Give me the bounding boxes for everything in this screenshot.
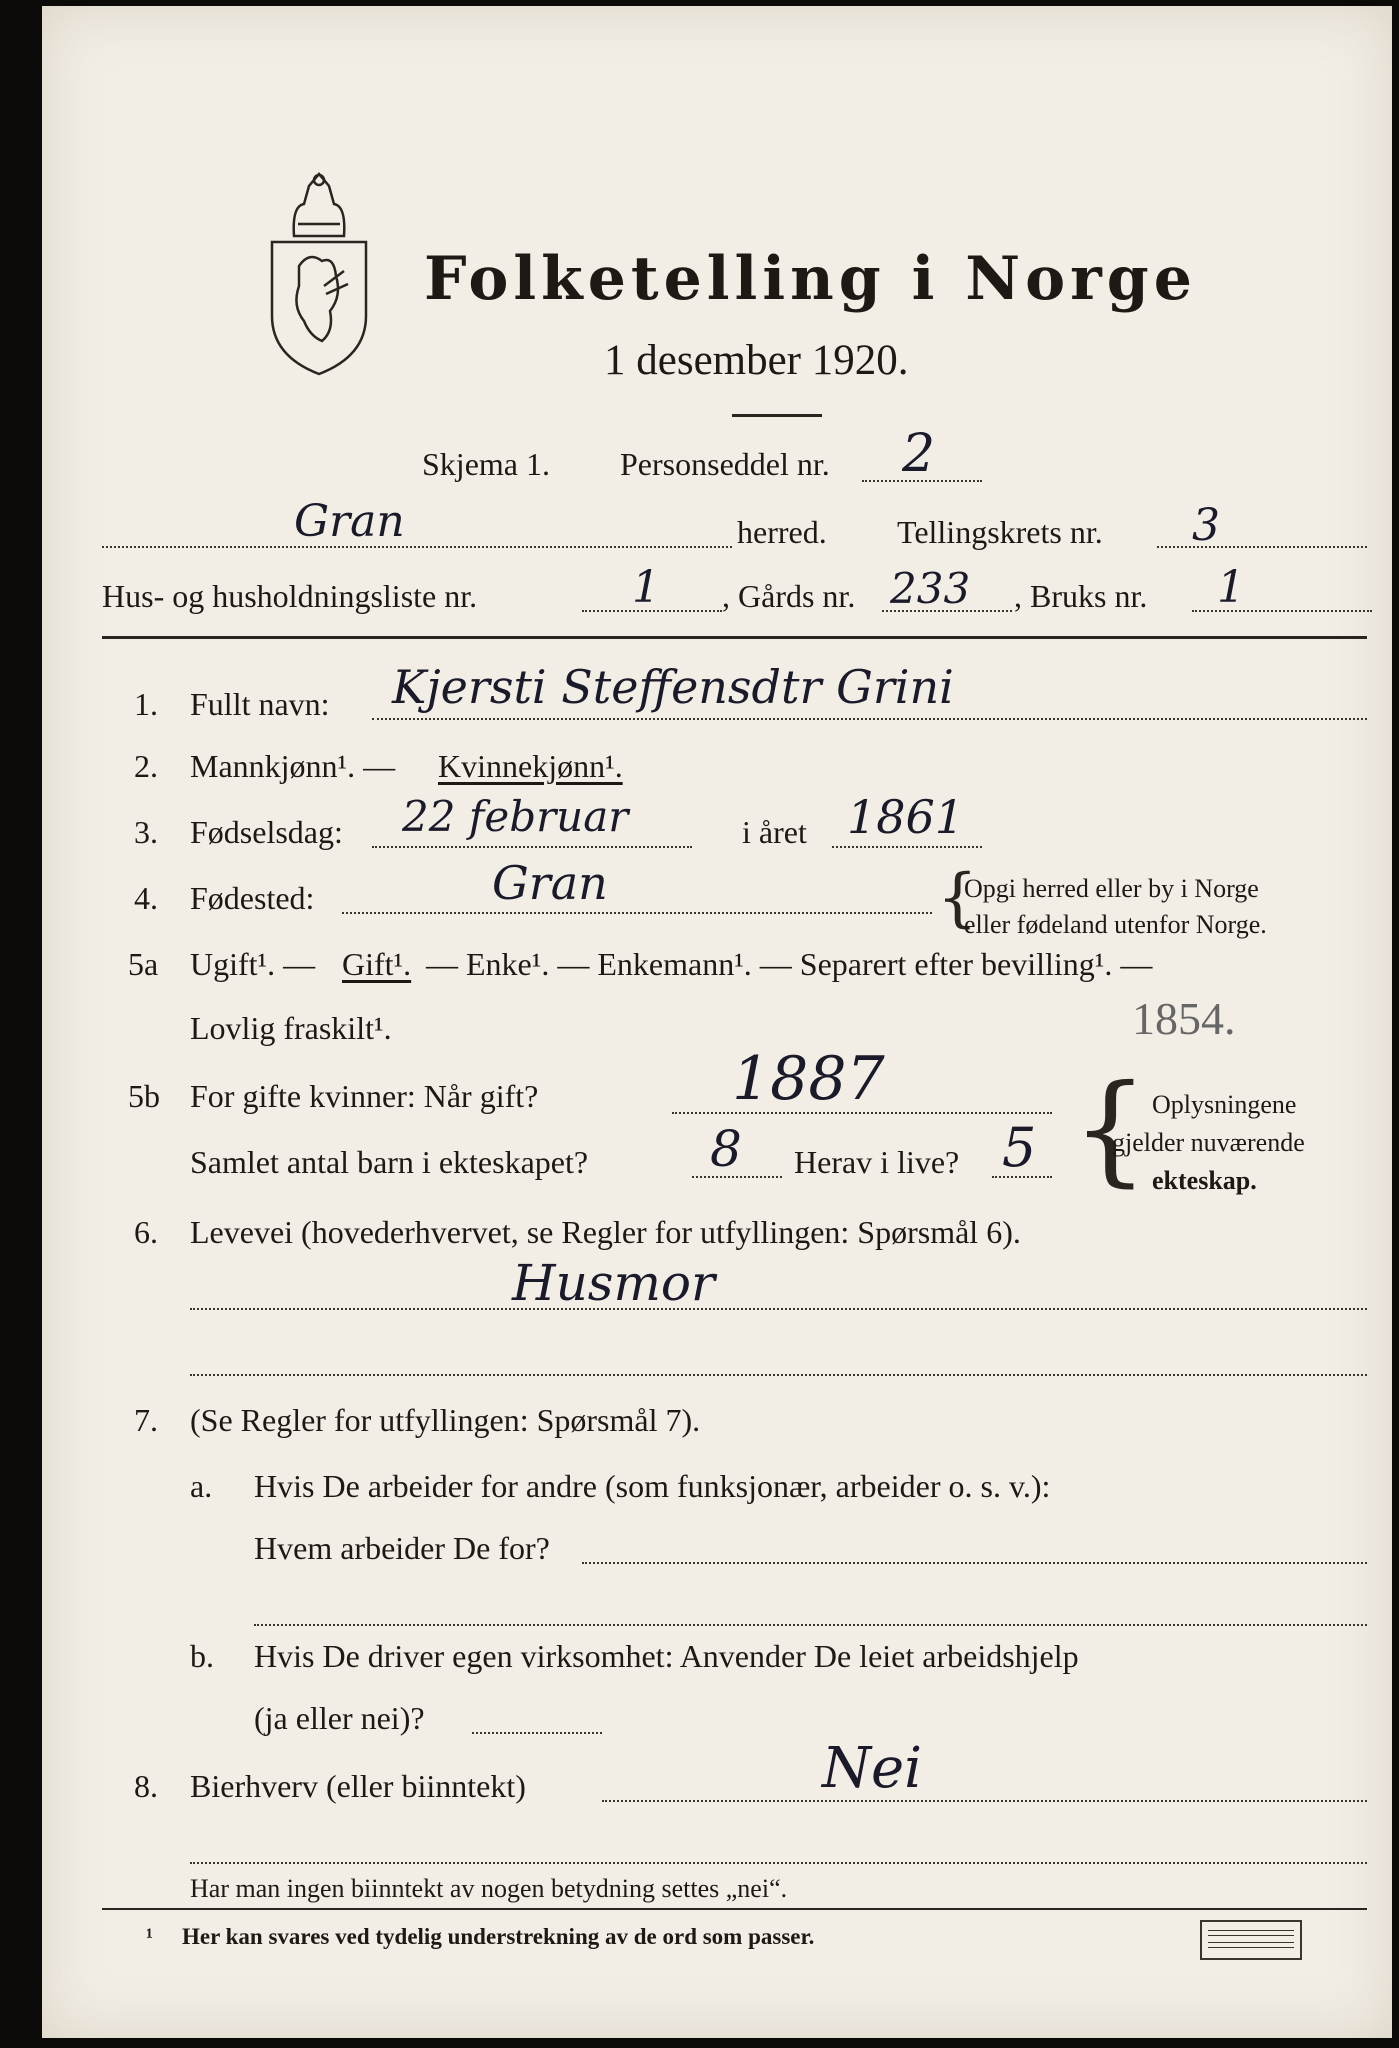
q4-label: Fødested: — [190, 880, 315, 916]
q5b-note-line2: gjelder nuværende — [1112, 1128, 1305, 1157]
q3-number: 3. — [134, 814, 158, 850]
herred-label: herred. — [737, 514, 827, 550]
footnote-marker: ¹ — [146, 1924, 153, 1949]
occupation-line-1 — [190, 1308, 1367, 1310]
q6-label: Levevei (hovederhvervet, se Regler for utfyllingen: Spørsmål 6). — [190, 1214, 1021, 1250]
birthday-line — [372, 846, 692, 848]
side-income-line-2 — [190, 1862, 1367, 1864]
q7-label: (Se Regler for utfyllingen: Spørsmål 7). — [190, 1402, 701, 1438]
birthplace-line — [342, 912, 932, 914]
q4-note-brace: { — [937, 861, 978, 935]
employer-line-2[interactable] — [254, 1624, 1367, 1626]
side-income-value[interactable]: Nei — [822, 1736, 923, 1801]
employer-line-1[interactable] — [582, 1562, 1367, 1564]
krets-line — [1157, 546, 1367, 548]
gard-label: , Gårds nr. — [722, 578, 856, 614]
children-alive-label: Herav i live? — [794, 1144, 960, 1180]
krets-label: Tellingskrets nr. — [897, 514, 1103, 550]
footnote-text: Her kan svares ved tydelig understrekning av de ord som passer. — [182, 1924, 815, 1949]
occupation-line-2 — [190, 1374, 1367, 1376]
person-number-label: Personseddel nr. — [620, 446, 830, 482]
bruk-label: , Bruks nr. — [1014, 578, 1148, 614]
q8-label: Bierhverv (eller biinntekt) — [190, 1768, 526, 1804]
marital-unmarried-option[interactable]: Ugift¹. — — [190, 946, 316, 982]
q5b-note-line1: Oplysningene — [1152, 1090, 1297, 1119]
margin-note-pencil: 1854. — [1132, 993, 1236, 1044]
schema-label: Skjema 1. — [422, 446, 550, 482]
form-title: Folketelling i Norge — [424, 244, 1197, 314]
q5b-label: For gifte kvinner: Når gift? — [190, 1078, 539, 1114]
marital-other-options[interactable]: — Enke¹. — Enkemann¹. — Separert efter bevilling¹. — — [426, 946, 1153, 982]
q5b-note-brace: { — [1072, 1060, 1149, 1199]
person-number-value[interactable]: 2 — [902, 424, 936, 484]
q2-number: 2. — [134, 748, 158, 784]
footer-divider — [102, 1908, 1367, 1910]
marital-divorced-option[interactable]: Lovlig fraskilt¹. — [190, 1010, 392, 1046]
q7a-letter: a. — [190, 1468, 213, 1504]
gender-male-option[interactable]: Mannkjønn¹. — — [190, 748, 396, 784]
herred-value[interactable]: Gran — [294, 496, 405, 547]
bruk-value[interactable]: 1 — [1217, 562, 1245, 613]
q5b-note-line3: ekteskap. — [1152, 1166, 1257, 1195]
birthday-value[interactable]: 22 februar — [402, 792, 629, 841]
krets-value[interactable]: 3 — [1192, 500, 1220, 551]
marital-married-option[interactable]: Gift¹. — [342, 946, 412, 982]
q7a-label: Hvis De arbeider for andre (som funksjonær, arbeider o. s. v.): — [254, 1468, 1051, 1504]
occupation-value[interactable]: Husmor — [512, 1254, 715, 1312]
printer-stamp-icon — [1200, 1920, 1302, 1960]
census-date: 1 desember 1920. — [604, 337, 909, 384]
coat-of-arms-icon — [264, 166, 374, 376]
herred-line — [102, 546, 732, 548]
birth-year-value[interactable]: 1861 — [847, 790, 965, 844]
hired-help-line[interactable] — [472, 1732, 602, 1734]
children-alive-value[interactable]: 5 — [1002, 1116, 1037, 1179]
gard-value[interactable]: 233 — [890, 564, 971, 613]
q6-number: 6. — [134, 1214, 158, 1250]
q1-line — [372, 718, 1367, 720]
q5b-number: 5b — [128, 1078, 160, 1114]
q8-number: 8. — [134, 1768, 158, 1804]
q7a-sub-label: Hvem arbeider De for? — [254, 1530, 550, 1566]
full-name-value[interactable]: Kjersti Steffensdtr Grini — [392, 660, 954, 714]
q1-number: 1. — [134, 686, 158, 722]
q3-label: Fødselsdag: — [190, 814, 343, 850]
birthplace-value[interactable]: Gran — [492, 856, 608, 910]
q4-number: 4. — [134, 880, 158, 916]
q1-label: Fullt navn: — [190, 686, 330, 722]
q7b-sub-label: (ja eller nei)? — [254, 1700, 425, 1736]
q7-number: 7. — [134, 1402, 158, 1438]
q5a-number: 5a — [128, 946, 159, 982]
birth-year-line — [832, 846, 982, 848]
q7b-letter: b. — [190, 1638, 214, 1674]
hus-value[interactable]: 1 — [632, 562, 660, 613]
gender-female-option[interactable]: Kvinnekjønn¹. — [438, 748, 623, 784]
q7b-label: Hvis De driver egen virksomhet: Anvender De leiet arbeidshjelp — [254, 1638, 1079, 1674]
marriage-year-value[interactable]: 1887 — [732, 1044, 885, 1114]
hus-label: Hus- og husholdningsliste nr. — [102, 578, 478, 614]
children-total-value[interactable]: 8 — [710, 1120, 742, 1178]
header-divider — [102, 636, 1367, 639]
children-total-label: Samlet antal barn i ekteskapet? — [190, 1144, 589, 1180]
q4-note-line2: eller fødeland utenfor Norge. — [964, 910, 1267, 939]
side-income-note: Har man ingen biinntekt av nogen betydning settes „nei“. — [190, 1874, 788, 1903]
birth-year-label: i året — [742, 814, 807, 850]
q4-note-line1: Opgi herred eller by i Norge — [964, 874, 1259, 903]
side-income-line-1 — [602, 1800, 1367, 1802]
title-divider — [732, 414, 822, 417]
census-form-sheet — [42, 6, 1392, 2038]
